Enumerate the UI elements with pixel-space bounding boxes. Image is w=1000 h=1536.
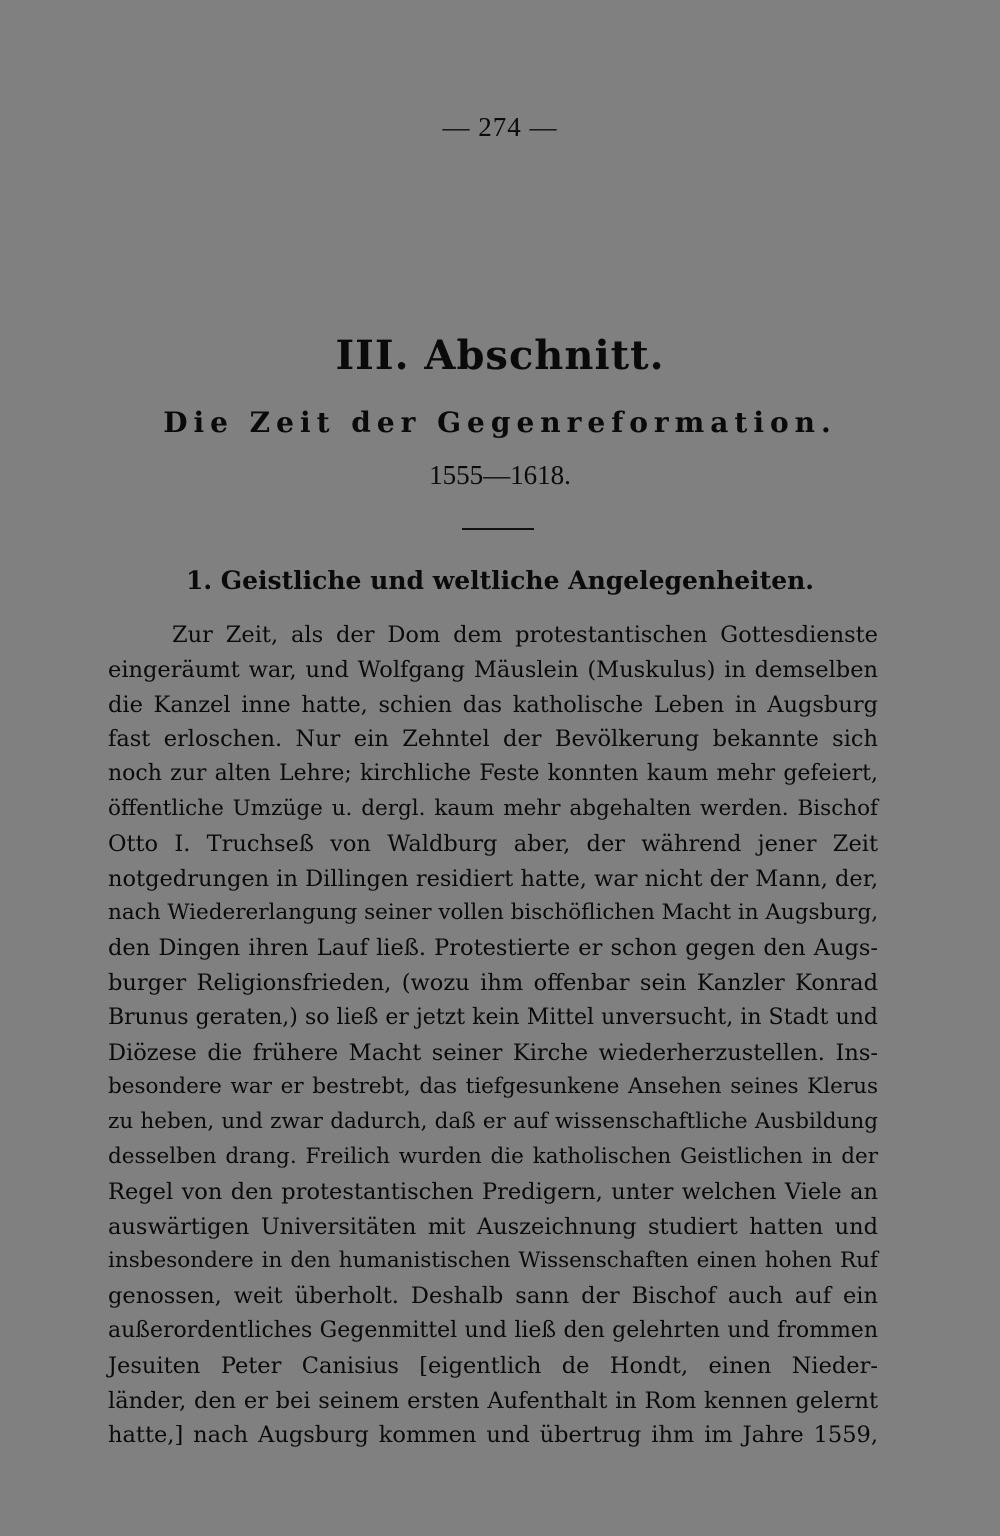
body-line: Diözese die frühere Macht seiner Kirche wiederherzustellen. Ins- bbox=[108, 1039, 878, 1066]
body-line: öffentliche Umzüge u. dergl. kaum mehr abgehalten werden. Bischof bbox=[108, 795, 878, 821]
body-line: Brunus geraten,) so ließ er jetzt kein Mittel unversucht, in Stadt und bbox=[108, 1004, 878, 1030]
body-text bbox=[108, 618, 878, 1453]
body-line: länder, den er bei seinem ersten Aufenthalt in Rom kennen gelernt bbox=[108, 1387, 878, 1414]
body-line: insbesondere in den humanistischen Wissenschaften einen hohen Ruf bbox=[108, 1248, 878, 1274]
body-line: fast erloschen. Nur ein Zehntel der Bevölkerung bekannte sich bbox=[108, 726, 878, 753]
chapter-heading: 1. Geistliche und weltliche Angelegenheiten. bbox=[185, 566, 815, 595]
section-subtitle: Die Zeit der Gegenreformation. bbox=[163, 406, 837, 439]
divider-rule bbox=[462, 528, 534, 530]
body-line: eingeräumt war, und Wolfgang Mäuslein (Muskulus) in demselben bbox=[108, 656, 878, 683]
body-line: desselben drang. Freilich wurden die katholischen Geistlichen in der bbox=[108, 1143, 878, 1169]
body-line: den Dingen ihren Lauf ließ. Protestierte er schon gegen den Augs- bbox=[108, 935, 878, 962]
body-line: Jesuiten Peter Canisius [eigentlich de Hondt, einen Nieder- bbox=[108, 1352, 878, 1379]
body-line: genossen, weit überholt. Deshalb sann der Bischof auch auf ein bbox=[108, 1283, 878, 1310]
body-line: burger Religionsfrieden, (wozu ihm offenbar sein Kanzler Konrad bbox=[108, 969, 878, 996]
body-line: zu heben, und zwar dadurch, daß er auf wissenschaftliche Ausbildung bbox=[108, 1109, 878, 1135]
body-line: besondere war er bestrebt, das tiefgesunkene Ansehen seines Klerus bbox=[108, 1074, 878, 1100]
body-line: nach Wiedererlangung seiner vollen bischöflichen Macht in Augsburg, bbox=[108, 900, 879, 926]
body-line: die Kanzel inne hatte, schien das katholische Leben in Augsburg bbox=[108, 691, 878, 718]
body-line: hatte,] nach Augsburg kommen und übertrug ihm im Jahre 1559, bbox=[108, 1422, 878, 1449]
body-line: notgedrungen in Dillingen residiert hatte, war nicht der Mann, der, bbox=[108, 865, 879, 892]
body-line: noch zur alten Lehre; kirchliche Feste konnten kaum mehr gefeiert, bbox=[108, 761, 878, 787]
body-line: außerordentliches Gegenmittel und ließ den gelehrten und frommen bbox=[108, 1317, 878, 1343]
body-line: Regel von den protestantischen Predigern, unter welchen Viele an bbox=[108, 1178, 878, 1205]
section-years: 1555—1618. bbox=[429, 460, 571, 490]
body-line: Zur Zeit, als der Dom dem protestantischen Gottesdienste bbox=[172, 622, 878, 648]
section-heading: III. Abschnitt. bbox=[335, 332, 665, 379]
body-line: Otto I. Truchseß von Waldburg aber, der während jener Zeit bbox=[108, 830, 878, 857]
body-line: auswärtigen Universitäten mit Auszeichnung studiert hatten und bbox=[108, 1213, 878, 1240]
page-number: — 274 — bbox=[442, 112, 558, 142]
